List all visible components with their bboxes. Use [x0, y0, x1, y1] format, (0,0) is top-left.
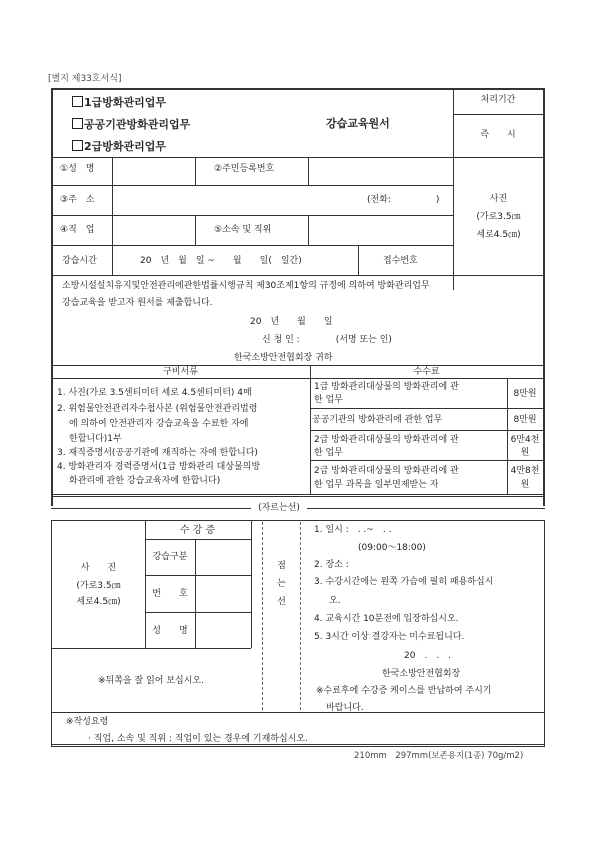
divider — [251, 520, 252, 648]
field-label-category: 강습구분 — [152, 552, 188, 562]
table-bottom-border — [51, 494, 545, 497]
fold-line — [262, 522, 263, 710]
divider — [51, 378, 543, 379]
rrn-label: ②주민등록번호 — [214, 164, 275, 174]
table-right-border — [543, 88, 545, 506]
photo-size-width: (가로3.5㎝ — [476, 212, 521, 222]
fee-amount: 4만8천 — [510, 466, 540, 476]
divider — [195, 215, 196, 245]
fee-description: 1급 방화관리대상물의 방화관리에 관 — [314, 382, 459, 392]
application-text-line1: 소방시설설치유지및안전관리에관한법률시행규칙 제30조제1항의 규정에 의하여 방화관리업무 — [62, 281, 430, 291]
document-item: 2. 위험물안전관리자수첩사본 (위험물안전관리법령 — [57, 404, 258, 414]
fees-header: 수수료 — [413, 367, 440, 377]
divider — [310, 430, 543, 431]
document-item: 에 의하여 안전관리자 강습교육을 수료한 자에 — [69, 419, 249, 429]
instruction-item: 오. — [329, 596, 341, 606]
field-category[interactable] — [196, 540, 250, 574]
guide-line: · 직업, 소속 및 직위 : 직업이 있는 경우에 기재하십시오. — [88, 734, 308, 744]
divider — [310, 460, 543, 461]
divider — [358, 245, 359, 275]
paper-spec-footer: 210mm 297mm(보존용지(1종) 70g/m2) — [354, 751, 524, 761]
name-field[interactable] — [113, 158, 194, 184]
affiliation-label: ⑤소속 및 직위 — [214, 225, 272, 235]
option-3: 2급방화관리업무 — [72, 140, 166, 154]
job-field[interactable] — [113, 216, 194, 244]
instruction-note: ※수료후에 수강증 케이스를 반납하여 주시기 — [316, 686, 492, 696]
field-label-name: 성 명 — [152, 626, 188, 636]
instruction-time: (09:00～18:00) — [358, 543, 426, 553]
documents-header: 구비서류 — [163, 367, 198, 377]
guide-title: ※작성요령 — [66, 717, 109, 727]
document-item: 3. 재직증명서(공공기관에 재직하는 자에 한합니다) — [57, 448, 258, 458]
instruction-datetime: 1. 일시 : . .~ . . — [314, 525, 392, 535]
fee-amount: 8만원 — [513, 389, 537, 399]
divider — [453, 114, 543, 115]
ticket-bottom-border — [51, 744, 545, 747]
field-name[interactable] — [196, 613, 250, 647]
training-period-value[interactable]: 20 년 월 일 ~ 월 일( 일간) — [140, 256, 302, 266]
document-item: 4. 방화관리자 경력증명서(1급 방화관리 대상물의방 — [57, 462, 261, 472]
job-label: ④직 업 — [60, 225, 95, 235]
table-top-border — [51, 88, 545, 90]
option-1: 1급방화관리업무 — [72, 96, 166, 110]
document-item: 1. 사진(가로 3.5센티미터 세로 4.5센티미터) 4매 — [57, 388, 252, 398]
ticket-right-border — [544, 520, 545, 746]
receipt-number-label: 접수번호 — [383, 256, 418, 266]
instruction-note: 바랍니다. — [326, 703, 364, 713]
processing-value: 즉 시 — [480, 130, 516, 140]
ticket-photo-label: 사 진 — [80, 563, 117, 573]
card-title: 수 강 증 — [179, 525, 216, 536]
document-item: 한합니다)1부 — [69, 434, 122, 444]
divider — [51, 648, 251, 649]
rrn-field[interactable] — [309, 158, 452, 184]
fee-amount: 8만원 — [513, 415, 537, 425]
form-number-label: [별지 제33호서식] — [48, 74, 122, 84]
ticket-photo-width: (가로3.5㎝ — [76, 581, 121, 591]
instruction-item: 5. 3시간 이상 결강자는 미수료됩니다. — [314, 632, 465, 642]
photo-size-height: 세로4.5㎝) — [476, 230, 521, 240]
field-number[interactable] — [196, 576, 250, 611]
address-field[interactable] — [113, 186, 363, 214]
fee-amount: 6만4천 — [510, 435, 540, 445]
processing-label: 처리기간 — [480, 95, 516, 105]
applicant-signature[interactable]: 신 청 인 : (서명 또는 인) — [262, 335, 392, 345]
phone-field[interactable]: (전화: ) — [367, 195, 440, 205]
fee-amount: 원 — [520, 480, 530, 490]
ticket-top-border — [51, 520, 545, 521]
divider — [195, 157, 196, 185]
ticket-photo-height: 세로4.5㎝) — [76, 597, 121, 607]
fee-description: 2급 방화관리대상물의 방화관리에 관 — [314, 466, 459, 476]
instruction-item: 4. 교육시간 10분전에 입장하십시오. — [314, 614, 459, 624]
checkbox-icon[interactable] — [72, 118, 83, 129]
name-label: ①성 명 — [60, 164, 95, 174]
instruction-item: 3. 수강시간에는 왼쪽 가슴에 필히 패용하십시 — [314, 577, 494, 587]
address-label: ③주 소 — [60, 195, 95, 205]
cut-line — [307, 508, 545, 509]
fee-description: 한 업무 — [314, 395, 343, 405]
checkbox-icon[interactable] — [72, 96, 83, 107]
instruction-org: 한국소방안전협회장 — [382, 669, 461, 679]
fee-description: 공공기관의 방화관리에 관한 업무 — [312, 415, 443, 425]
application-text-line2: 강습교육을 받고자 원서를 제출합니다. — [62, 298, 213, 308]
recipient-text: 한국소방안전협회장 귀하 — [234, 353, 333, 363]
read-back-note: ※뒤쪽을 잘 읽어 보십시오. — [98, 676, 204, 686]
fold-line — [300, 522, 301, 710]
divider — [310, 408, 543, 409]
fold-label: 는 — [277, 579, 286, 589]
checkbox-icon[interactable] — [72, 140, 83, 151]
fee-description: 2급 방화관리대상물의 방화관리에 관 — [314, 435, 459, 445]
cut-line — [51, 508, 251, 509]
form-title: 강습교육원서 — [326, 117, 390, 130]
instruction-date: 20 . . . — [404, 651, 452, 661]
application-date[interactable]: 20 년 월 일 — [250, 317, 333, 327]
document-item: 화관리에 관한 강습교육자에 한합니다) — [69, 476, 221, 486]
photo-label: 사진 — [489, 194, 508, 204]
affiliation-field[interactable] — [309, 216, 452, 244]
divider — [51, 365, 543, 366]
fee-amount: 원 — [520, 448, 530, 458]
fee-description: 한 업무 — [314, 448, 343, 458]
divider — [51, 712, 544, 713]
divider — [51, 275, 543, 276]
field-label-number: 번 호 — [152, 589, 188, 599]
training-period-label: 강습시간 — [62, 256, 97, 266]
fold-label: 점 — [277, 561, 286, 571]
option-2: 공공기관방화관리업무 — [72, 118, 190, 132]
fee-description: 한 업무 과목을 일부면제받는 자 — [314, 480, 439, 490]
cut-line-label: (자르는선) — [258, 503, 300, 513]
table-left-border — [51, 88, 53, 506]
fold-label: 선 — [277, 597, 286, 607]
instruction-place: 2. 장소 : — [314, 560, 349, 570]
